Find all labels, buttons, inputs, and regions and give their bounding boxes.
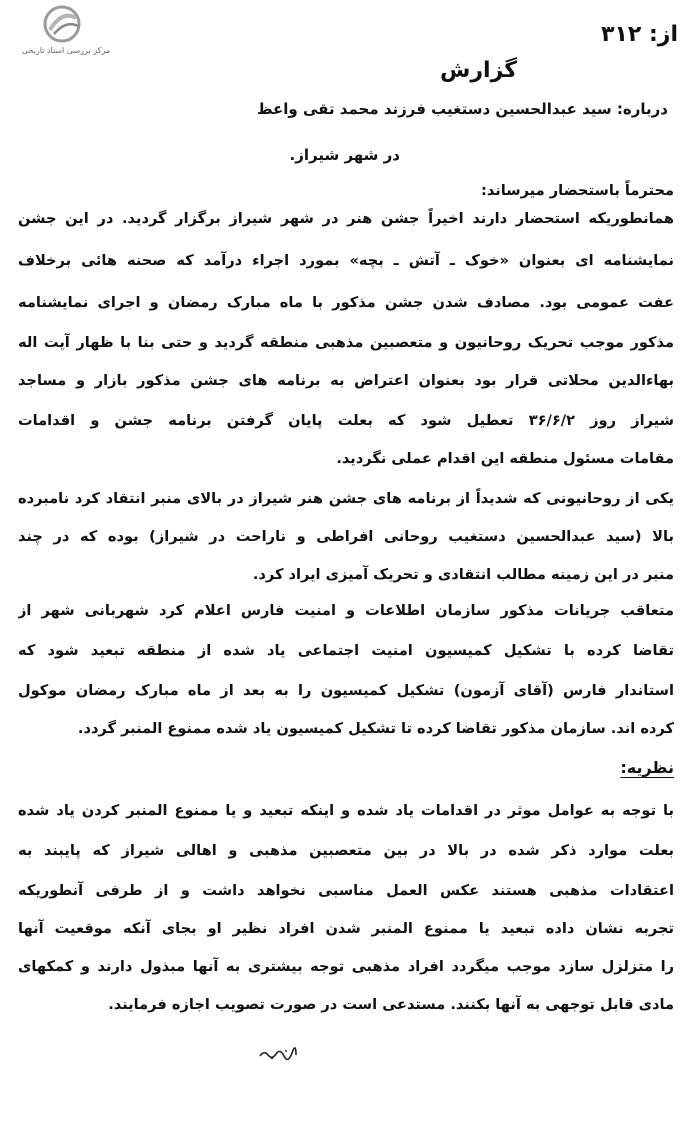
document-reference-number: از: ۳۱۲	[601, 22, 678, 47]
paragraph4-line: اعتقادات مذهبی هستند عکس العمل مناسبی نخواهد داشت و از طرفی آنطوریکه	[18, 882, 674, 899]
subject-line-2: در شهر شیراز.	[289, 146, 400, 164]
subject-line-1: درباره: سید عبدالحسین دستغیب فرزند محمد تقی واعظ	[256, 100, 668, 118]
paragraph4-line: مادی قابل توجهی به آنها بکنند. مستدعی است در صورت تصویب اجازه فرمایند.	[108, 996, 674, 1013]
paragraph1-line: شیراز روز ۳۶/۶/۲ تعطیل شود که بعلت پایان گرفتن برنامه جشن و اقدامات	[18, 412, 674, 429]
paragraph2-line: یکی از روحانیونی که شدیداً از برنامه های جشن هنر شیراز در بالای منبر انتقاد کرد نامبرده	[18, 490, 674, 507]
paragraph3-line: کرده اند. سازمان مذکور تقاضا کرده تا تشکیل کمیسیون یاد شده ممنوع المنبر گردد.	[77, 720, 674, 737]
paragraph2-line: منبر در این زمینه مطالب انتقادی و تحریک آمیزی ایراد کرد.	[252, 566, 674, 583]
salutation: محترماً باستحضار میرساند:	[481, 182, 674, 199]
paragraph1-line: بهاءالدین محلاتی قرار بود بعنوان اعتراض به برنامه های جشن مذکور بازار و مساجد	[18, 372, 674, 389]
archive-watermark	[10, 4, 122, 64]
ink-mark	[258, 1046, 298, 1064]
paragraph3-line: تقاضا کرده با تشکیل کمیسیون امنیت اجتماعی یاد شده از منطقه تبعید شود که	[18, 642, 674, 659]
paragraph4-line: را متزلزل سازد موجب میگردد افراد مذهبی توجه بیشتری به آنها مبذول دارند و کمکهای	[18, 958, 674, 975]
paragraph3-line: متعاقب جریانات مذکور سازمان اطلاعات و امنیت فارس اعلام کرد شهربانی شهر از	[18, 602, 674, 619]
paragraph1-line: عفت عمومی بود. مصادف شدن جشن مذکور با ماه مبارک رمضان و اجرای نمایشنامه	[18, 294, 674, 311]
paragraph4-line: با توجه به عوامل موثر در اقدامات یاد شده و اینکه تبعید و یا ممنوع المنبر کردن یاد شده	[18, 802, 674, 819]
paragraph1-line: همانطوریکه استحضار دارند اخیراً جشن هنر در شهر شیراز برگزار گردید. در این جشن	[18, 210, 674, 227]
paragraph1-line: نمایشنامه ای بعنوان «خوک ـ آتش ـ بچه» بمورد اجراء درآمد که صحنه هائی برخلاف	[18, 252, 674, 269]
archive-watermark-text: مرکز بررسی اسناد تاریخی	[21, 46, 111, 55]
document-title: گزارش	[440, 58, 518, 83]
paragraph4-line: بعلت موارد ذکر شده در بالا در بین متعصبین مذهبی و اهالی شیراز که پایبند به	[18, 842, 674, 859]
paragraph4-line: تجربه نشان داده تبعید یا ممنوع المنبر شدن افراد نظیر او بجای آنکه موقعیت آنها	[18, 920, 674, 937]
opinion-heading: نظریه:	[620, 758, 674, 777]
paragraph2-line: بالا (سید عبدالحسین دستغیب روحانی افراطی و ناراحت در شیراز) بوده که در چند	[18, 528, 674, 545]
archive-logo-icon	[40, 4, 84, 44]
paragraph1-line: مقامات مسئول منطقه این اقدام عملی نگردید.	[336, 450, 674, 467]
paragraph3-line: استاندار فارس (آقای آزمون) تشکیل کمیسیون را به بعد از ماه مبارک رمضان موکول	[18, 682, 674, 699]
paragraph1-line: مذکور موجب تحریک روحانیون و متعصبین مذهبی منطقه گردید و حتی بنا با ظهار آیت اله	[18, 334, 674, 351]
